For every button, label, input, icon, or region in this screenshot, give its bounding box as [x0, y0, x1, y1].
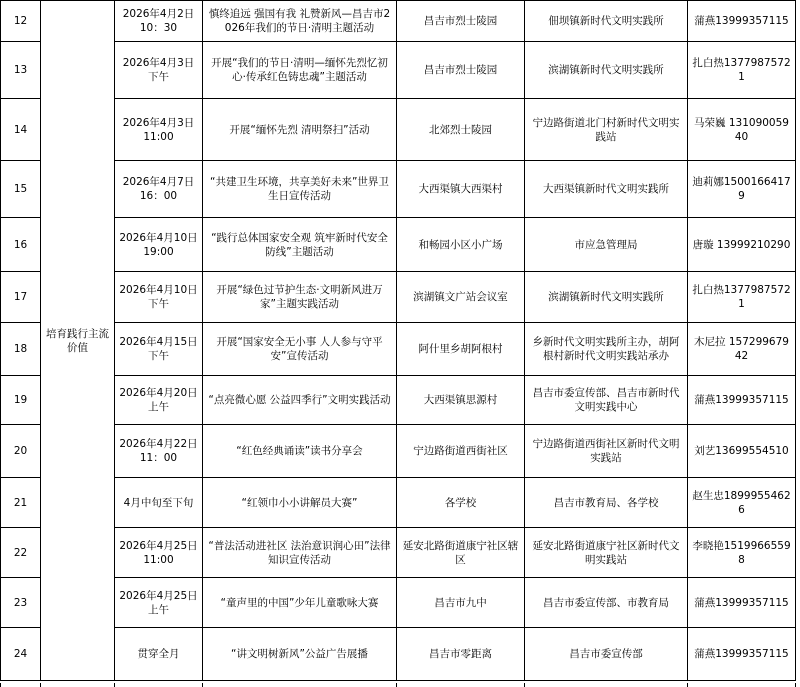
- activity-table-body: [1, 1, 796, 681]
- contact-cell: 扎白热13779875721: [688, 42, 796, 99]
- contact-cell: 扎白热13779875721: [688, 272, 796, 323]
- table-row: [1, 161, 796, 218]
- row-number-cell: 16: [1, 218, 41, 272]
- time-cell: 2026年4月2日 10：30: [115, 1, 203, 42]
- table-row: [1, 99, 796, 161]
- activity-cell: 开展“缅怀先烈 清明祭扫”活动: [203, 99, 397, 161]
- table-row: [1, 628, 796, 681]
- row-number-cell: 20: [1, 425, 41, 478]
- activity-cell: “共建卫生环境，共享美好未来”世界卫生日宣传活动: [203, 161, 397, 218]
- table-row: [1, 528, 796, 578]
- contact-cell: 迪莉娜15001664179: [688, 161, 796, 218]
- organizer-cell: 延安北路街道康宁社区新时代文明实践站: [525, 528, 688, 578]
- activity-cell: “红领巾小小讲解员大赛”: [203, 478, 397, 528]
- next-row-edge: [0, 683, 795, 687]
- table-row: [1, 425, 796, 478]
- organizer-cell: 宁边路街道西街社区新时代文明实践站: [525, 425, 688, 478]
- contact-cell: 赵生忠18999554626: [688, 478, 796, 528]
- table-row: [1, 1, 796, 42]
- organizer-cell: 佃坝镇新时代文明实践所: [525, 1, 688, 42]
- activity-cell: 慎终追远 强国有我 礼赞新风—昌吉市2026年我们的节日·清明主题活动: [203, 1, 397, 42]
- organizer-cell: 乡新时代文明实践所主办，胡阿根村新时代文明实践站承办: [525, 323, 688, 376]
- contact-cell: 蒲燕13999357115: [688, 578, 796, 628]
- table-row: [1, 323, 796, 376]
- place-cell: 延安北路街道康宁社区辖区: [397, 528, 525, 578]
- activity-cell: “普法活动进社区 法治意识润心田”法律知识宣传活动: [203, 528, 397, 578]
- organizer-cell: 滨湖镇新时代文明实践所: [525, 42, 688, 99]
- place-cell: 大西渠镇大西渠村: [397, 161, 525, 218]
- place-cell: 昌吉市九中: [397, 578, 525, 628]
- organizer-cell: 大西渠镇新时代文明实践所: [525, 161, 688, 218]
- row-number-cell: 21: [1, 478, 41, 528]
- table-row: [1, 578, 796, 628]
- place-cell: 昌吉市烈士陵园: [397, 42, 525, 99]
- activity-cell: “践行总体国家安全观 筑牢新时代安全防线”主题活动: [203, 218, 397, 272]
- organizer-cell: 宁边路街道北门村新时代文明实践站: [525, 99, 688, 161]
- table-row: [1, 218, 796, 272]
- time-cell: 2026年4月25日 11:00: [115, 528, 203, 578]
- place-cell: 滨湖镇文广站会议室: [397, 272, 525, 323]
- time-cell: 2026年4月15日下午: [115, 323, 203, 376]
- row-number-cell: 24: [1, 628, 41, 681]
- place-cell: 和畅园小区小广场: [397, 218, 525, 272]
- contact-cell: 马荣巍 13109005940: [688, 99, 796, 161]
- contact-cell: 木尼拉 15729967942: [688, 323, 796, 376]
- category-cell: 培育践行主流价值: [41, 1, 115, 681]
- time-cell: 贯穿全月: [115, 628, 203, 681]
- row-number-cell: 13: [1, 42, 41, 99]
- organizer-cell: 昌吉市委宣传部: [525, 628, 688, 681]
- organizer-cell: 滨湖镇新时代文明实践所: [525, 272, 688, 323]
- row-number-cell: 12: [1, 1, 41, 42]
- place-cell: 阿什里乡胡阿根村: [397, 323, 525, 376]
- activity-cell: “点亮微心愿 公益四季行”文明实践活动: [203, 376, 397, 425]
- organizer-cell: 昌吉市教育局、各学校: [525, 478, 688, 528]
- place-cell: 北郊烈士陵园: [397, 99, 525, 161]
- place-cell: 大西渠镇思源村: [397, 376, 525, 425]
- organizer-cell: 昌吉市委宣传部、市教育局: [525, 578, 688, 628]
- table-row: [1, 272, 796, 323]
- table-row: [1, 478, 796, 528]
- row-number-cell: 17: [1, 272, 41, 323]
- time-cell: 2026年4月3日下午: [115, 42, 203, 99]
- organizer-cell: 市应急管理局: [525, 218, 688, 272]
- activity-cell: “讲文明树新风”公益广告展播: [203, 628, 397, 681]
- time-cell: 2026年4月3日 11:00: [115, 99, 203, 161]
- time-cell: 4月中旬至下旬: [115, 478, 203, 528]
- contact-cell: 蒲燕13999357115: [688, 628, 796, 681]
- place-cell: 各学校: [397, 478, 525, 528]
- contact-cell: 蒲燕13999357115: [688, 1, 796, 42]
- table-row: [1, 42, 796, 99]
- contact-cell: 蒲燕13999357115: [688, 376, 796, 425]
- organizer-cell: 昌吉市委宣传部、昌吉市新时代文明实践中心: [525, 376, 688, 425]
- activity-cell: 开展“我们的节日·清明—缅怀先烈忆初心·传承红色铸忠魂”主题活动: [203, 42, 397, 99]
- row-number-cell: 18: [1, 323, 41, 376]
- time-cell: 2026年4月20日上午: [115, 376, 203, 425]
- activity-cell: “童声里的中国”少年儿童歌咏大赛: [203, 578, 397, 628]
- row-number-cell: 23: [1, 578, 41, 628]
- time-cell: 2026年4月7日 16：00: [115, 161, 203, 218]
- contact-cell: 唐璇 13999210290: [688, 218, 796, 272]
- time-cell: 2026年4月25日上午: [115, 578, 203, 628]
- contact-cell: 刘艺13699554510: [688, 425, 796, 478]
- place-cell: 昌吉市烈士陵园: [397, 1, 525, 42]
- place-cell: 昌吉市零距离: [397, 628, 525, 681]
- place-cell: 宁边路街道西街社区: [397, 425, 525, 478]
- table-row: [1, 376, 796, 425]
- time-cell: 2026年4月22日 11：00: [115, 425, 203, 478]
- row-number-cell: 14: [1, 99, 41, 161]
- row-number-cell: 22: [1, 528, 41, 578]
- activity-cell: 开展“国家安全无小事 人人参与守平安”宣传活动: [203, 323, 397, 376]
- row-number-cell: 15: [1, 161, 41, 218]
- activity-cell: 开展“绿色过节护生态·文明新风进万家”主题实践活动: [203, 272, 397, 323]
- activity-cell: “红色经典诵读”读书分享会: [203, 425, 397, 478]
- contact-cell: 李晓艳15199665598: [688, 528, 796, 578]
- time-cell: 2026年4月10日 19:00: [115, 218, 203, 272]
- time-cell: 2026年4月10日下午: [115, 272, 203, 323]
- row-number-cell: 19: [1, 376, 41, 425]
